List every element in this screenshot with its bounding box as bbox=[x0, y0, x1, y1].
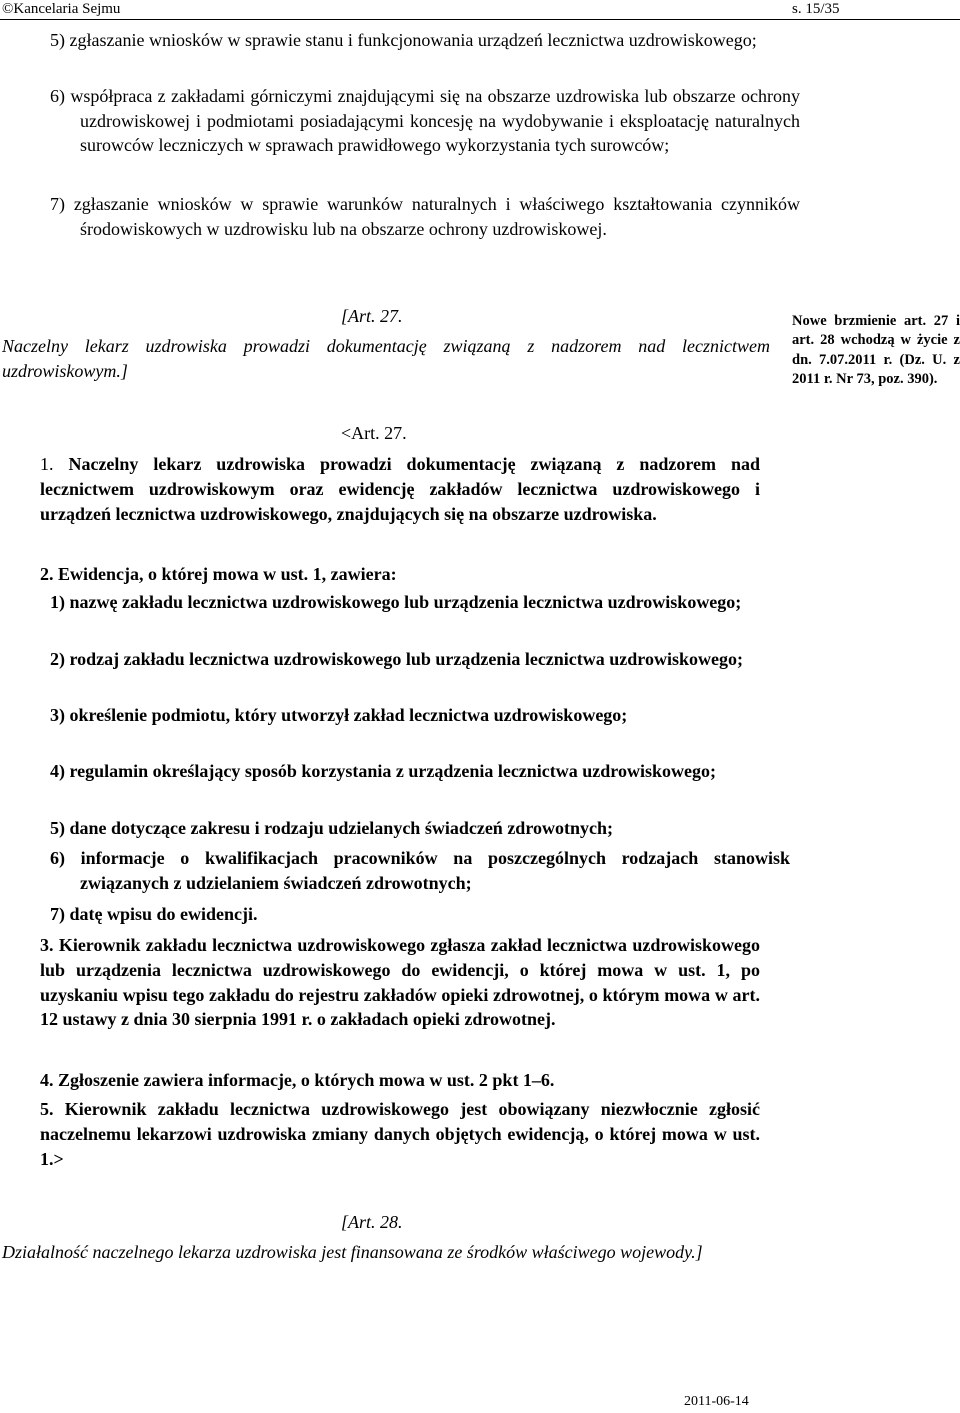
art27-new-p4: 4. Zgłoszenie zawiera informacje, o których mowa w ust. 2 pkt 1–6. bbox=[40, 1070, 555, 1090]
art27-new-p3: 3. Kierownik zakładu lecznictwa uzdrowiskowego zgłasza zakład lecznictwa uzdrowiskowego lub urządzenia lecznictwa uzdrowiskowego do ewidencji, o której mowa w ust. 1, po uzyskaniu wpisu tego zakładu do rejestru zakładów opieki zdrowotnej, o którym mowa w art. 12 ustawy z dnia 30 sierpnia 1991 r. o zakładach opieki zdrowotnej. bbox=[40, 935, 760, 1030]
p2-item-3: 3) określenie podmiotu, który utworzył zakład lecznictwa uzdrowiskowego; bbox=[50, 705, 628, 725]
p2-item-6: 6) informacje o kwalifikacjach pracowników na poszczególnych rodzajach stanowisk związanych z udzielaniem świadczeń zdrowotnych; bbox=[50, 848, 790, 893]
art28-old-text: Działalność naczelnego lekarza uzdrowiska jest finansowana ze środków właściwego wojewody.] bbox=[2, 1242, 703, 1262]
p2-item-1: 1) nazwę zakładu lecznictwa uzdrowiskowego lub urządzenia lecznictwa uzdrowiskowego; bbox=[50, 592, 742, 612]
art28-old-heading: [Art. 28. bbox=[341, 1212, 403, 1232]
header-divider bbox=[0, 19, 960, 20]
art27-old-text: Naczelny lekarz uzdrowiska prowadzi dokumentację związaną z nadzorem nad lecznictwem uzdrowiskowym.] bbox=[2, 336, 770, 381]
p2-item-5: 5) dane dotyczące zakresu i rodzaju udzielanych świadczeń zdrowotnych; bbox=[50, 818, 613, 838]
p2-item-7: 7) datę wpisu do ewidencji. bbox=[50, 904, 258, 924]
art27-new-heading: <Art. 27. bbox=[341, 423, 407, 443]
footer-date: 2011-06-14 bbox=[684, 1394, 749, 1409]
p2-item-4: 4) regulamin określający sposób korzystania z urządzenia lecznictwa uzdrowiskowego; bbox=[50, 761, 716, 781]
old-item-7: 7) zgłaszanie wniosków w sprawie warunków naturalnych i właściwego kształtowania czynników środowiskowych w uzdrowisku lub na obszarze ochrony uzdrowiskowej. bbox=[50, 194, 800, 239]
header-source: ©Kancelaria Sejmu bbox=[2, 1, 121, 17]
side-note-amendment: Nowe brzmienie art. 27 i art. 28 wchodzą w życie z dn. 7.07.2011 r. (Dz. U. z 2011 r. Nr 73, poz. 390). bbox=[792, 313, 960, 388]
header-page-number: s. 15/35 bbox=[792, 1, 840, 17]
art27-new-p2: 2. Ewidencja, o której mowa w ust. 1, zawiera: bbox=[40, 564, 397, 584]
p2-item-2: 2) rodzaj zakładu lecznictwa uzdrowiskowego lub urządzenia lecznictwa uzdrowiskowego; bbox=[50, 649, 743, 669]
art27-new-p1-text: Naczelny lekarz uzdrowiska prowadzi dokumentację związaną z nadzorem nad lecznictwem uzdrowiskowym oraz ewidencję zakładów lecznictwa uzdrowiskowego i urządzeń lecznictwa uzdrowiskowego, znajdujących się na obszarze uzdrowiska. bbox=[40, 454, 760, 524]
art27-new-p1-number: 1. bbox=[40, 454, 54, 474]
old-item-6: 6) współpraca z zakładami górniczymi znajdującymi się na obszarze uzdrowiska lub obszarze ochrony uzdrowiskowej i podmiotami posiadającymi koncesję na wydobywanie i eksploatację naturalnych surowców leczniczych w sprawach prawidłowego wykorzystania tych surowców; bbox=[50, 86, 800, 156]
art27-new-p1 bbox=[40, 452, 760, 526]
art27-old-heading: [Art. 27. bbox=[341, 306, 403, 326]
art27-new-p5: 5. Kierownik zakładu lecznictwa uzdrowiskowego jest obowiązany niezwłocznie zgłosić naczelnemu lekarzowi uzdrowiska zmiany danych objętych ewidencją, o której mowa w ust. 1.> bbox=[40, 1099, 760, 1169]
old-item-5: 5) zgłaszanie wniosków w sprawie stanu i funkcjonowania urządzeń lecznictwa uzdrowiskowego; bbox=[50, 30, 757, 50]
